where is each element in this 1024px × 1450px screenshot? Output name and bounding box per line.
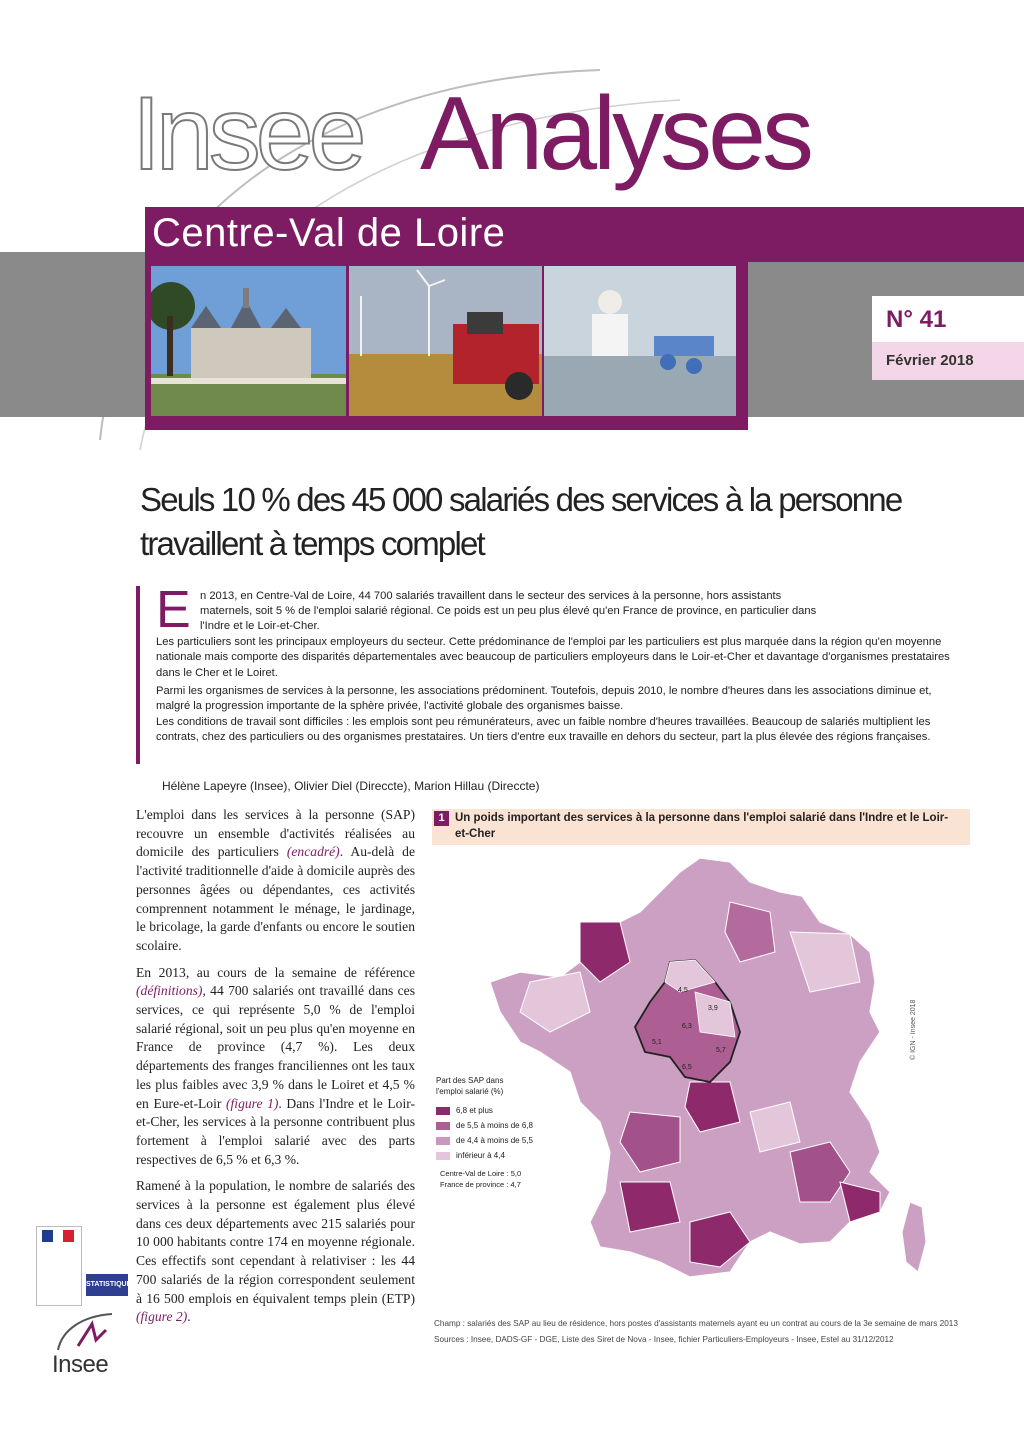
- figure-title: Un poids important des services à la personne dans l'emploi salarié dans l'Indre et le Loir-et-Cher: [455, 812, 949, 840]
- stats-logo: STATISTIQUE: [86, 1274, 128, 1296]
- title-line-1: Seuls 10 % des 45 000 salariés des services à la personne: [140, 481, 902, 518]
- france-map: [430, 852, 970, 1312]
- map-label-eure-et-loir: 4,5: [678, 987, 688, 994]
- chateau-photo: [151, 266, 346, 416]
- harvester-photo: [349, 266, 542, 416]
- brand-insee: Insee: [132, 76, 362, 192]
- page-title: [140, 478, 970, 566]
- legend-ref-region: Centre-Val de Loire : 5,0: [440, 1169, 522, 1178]
- map-corsica: [902, 1202, 926, 1272]
- abstract-dropcap: E: [156, 581, 191, 639]
- abstract-line-2: maternels, soit 5 % de l'emploi salarié régional. Ce poids est un peu plus élevé qu'en France de province, en particulier dans: [200, 605, 817, 617]
- abstract-bar: [136, 586, 140, 764]
- note-field: Champ : salariés des SAP au lieu de résidence, hors postes d'assistants maternels ayant eu un contrat au cours de la 3e semaine de mars 2013: [434, 1319, 958, 1328]
- abstract-paragraph-2: Les particuliers sont les principaux employeurs du secteur. Cette prédominance de l'emploi par les particuliers est plus marquée dans la région qu'en moyenne nationale mais comporte des disparités départementales avec beaucoup de particuliers employeurs dans le Loir-et-Cher et davantage d'organismes prestataires dans le Cher et le Loiret.: [156, 636, 950, 679]
- note-sources: Sources : Insee, DADS-GF - DGE, Liste des Siret de Nova - Insee, fichier Particuliers-Employeurs - Insee, Estel au 31/12/2012: [434, 1335, 894, 1344]
- authors: Hélène Lapeyre (Insee), Olivier Diel (Direccte), Marion Hillau (Direccte): [162, 779, 540, 793]
- map-copyright: © IGN - Insee 2018: [910, 999, 917, 1060]
- region-name: Centre-Val de Loire: [152, 211, 506, 255]
- legend-ref-province: France de province : 4,7: [440, 1180, 521, 1189]
- abstract-paragraph-4: Les conditions de travail sont difficiles : les emplois sont peu rémunérateurs, avec un faible nombre d'heures travaillées. Beaucoup de salariés multiplient les contrats, chez des particuliers ou des organismes prestataires. Un tiers d'entre eux travaille en dehors du secteur, part la plus élevée des régions françaises.: [156, 716, 931, 744]
- ref-figure-1-link[interactable]: (figure 1): [225, 1095, 279, 1111]
- body-paragraph-2: En 2013, au cours de la semaine de référence (définitions), 44 700 salariés ont travaillé dans ces services, ce qui représente 5,0 % de l'emploi salarié régional, soit un peu plus qu'en moyenne en France de province (4,7 %). Les deux départements des franges franciliennes ont les taux les plus faibles avec 3,9 % dans le Loiret et 4,5 % en Eure-et-Loir (figure 1). Dans l'Indre et le Loir-et-Cher, les services à la personne contribuent plus fortement à l'emploi salarié avec des parts respectives de 6,5 % et 6,3 %.: [136, 964, 416, 1167]
- issue-date: Février 2018: [886, 352, 974, 369]
- legend-item-1: 6,8 et plus: [436, 1106, 493, 1115]
- map-label-indre: 6,5: [682, 1064, 692, 1071]
- body-column: [136, 806, 415, 1335]
- figure-number: 1: [434, 811, 449, 826]
- abstract-line-1: n 2013, en Centre-Val de Loire, 44 700 salariés travaillent dans le secteur des services à la personne, hors assistants: [200, 590, 782, 602]
- marianne-flag-icon: [42, 1230, 74, 1242]
- legend-item-3: de 4,4 à moins de 5,5: [436, 1136, 533, 1145]
- map-label-cher: 5,7: [716, 1047, 726, 1054]
- issue-number: N° 41: [886, 306, 947, 333]
- legend-item-2: de 5,5 à moins de 6,8: [436, 1121, 533, 1130]
- ref-definitions-link[interactable]: (définitions): [136, 983, 203, 999]
- factory-photo: [544, 266, 736, 416]
- map-label-loiret: 3,9: [708, 1005, 718, 1012]
- body-paragraph-1: L'emploi dans les services à la personne (SAP) recouvre un ensemble d'activités réalisées au domicile des particuliers (encadré). Au-delà de l'activité traditionnelle d'aide à domicile auprès des personnes âgées ou dépendantes, ces activités comprennent notamment le ménage, le jardinage, le bricolage, la garde d'enfants ou encore le soutien scolaire.: [136, 807, 416, 953]
- title-line-2: travaillent à temps complet: [140, 525, 484, 562]
- brand-analyses: Analyses: [420, 76, 810, 192]
- legend-title: Part des SAP dans l'emploi salarié (%): [436, 1076, 504, 1096]
- abstract-line-3: l'Indre et le Loir-et-Cher.: [200, 620, 320, 632]
- abstract-paragraph-3: Parmi les organismes de services à la personne, les associations prédominent. Toutefois, depuis 2010, le nombre d'heures dans les associations diminue et, malgré la progression importante de la sphère privée, l'activité globale des organismes baisse.: [156, 685, 932, 713]
- body-paragraph-3: Ramené à la population, le nombre de salariés des services à la personne est également plus élevé dans ces deux départements avec 215 salariés pour 10 000 habitants contre 174 en moyenne régionale. Ces effectifs sont cependant à relativiser : les 44 700 salariés de la région correspondent seulement à 16 500 emplois en équivalent temps plein (ETP) (figure 2).: [136, 1178, 415, 1325]
- figure-notes: [434, 1318, 964, 1350]
- map-label-loir-et-cher: 6,3: [682, 1023, 692, 1030]
- legend-item-4: inférieur à 4,4: [436, 1151, 505, 1160]
- ref-encadre-link[interactable]: (encadré): [286, 844, 340, 860]
- map-label-indre-et-loire: 5,1: [652, 1039, 662, 1046]
- insee-logo-word: Insee: [52, 1351, 109, 1378]
- ref-figure-2-link[interactable]: (figure 2): [136, 1309, 188, 1325]
